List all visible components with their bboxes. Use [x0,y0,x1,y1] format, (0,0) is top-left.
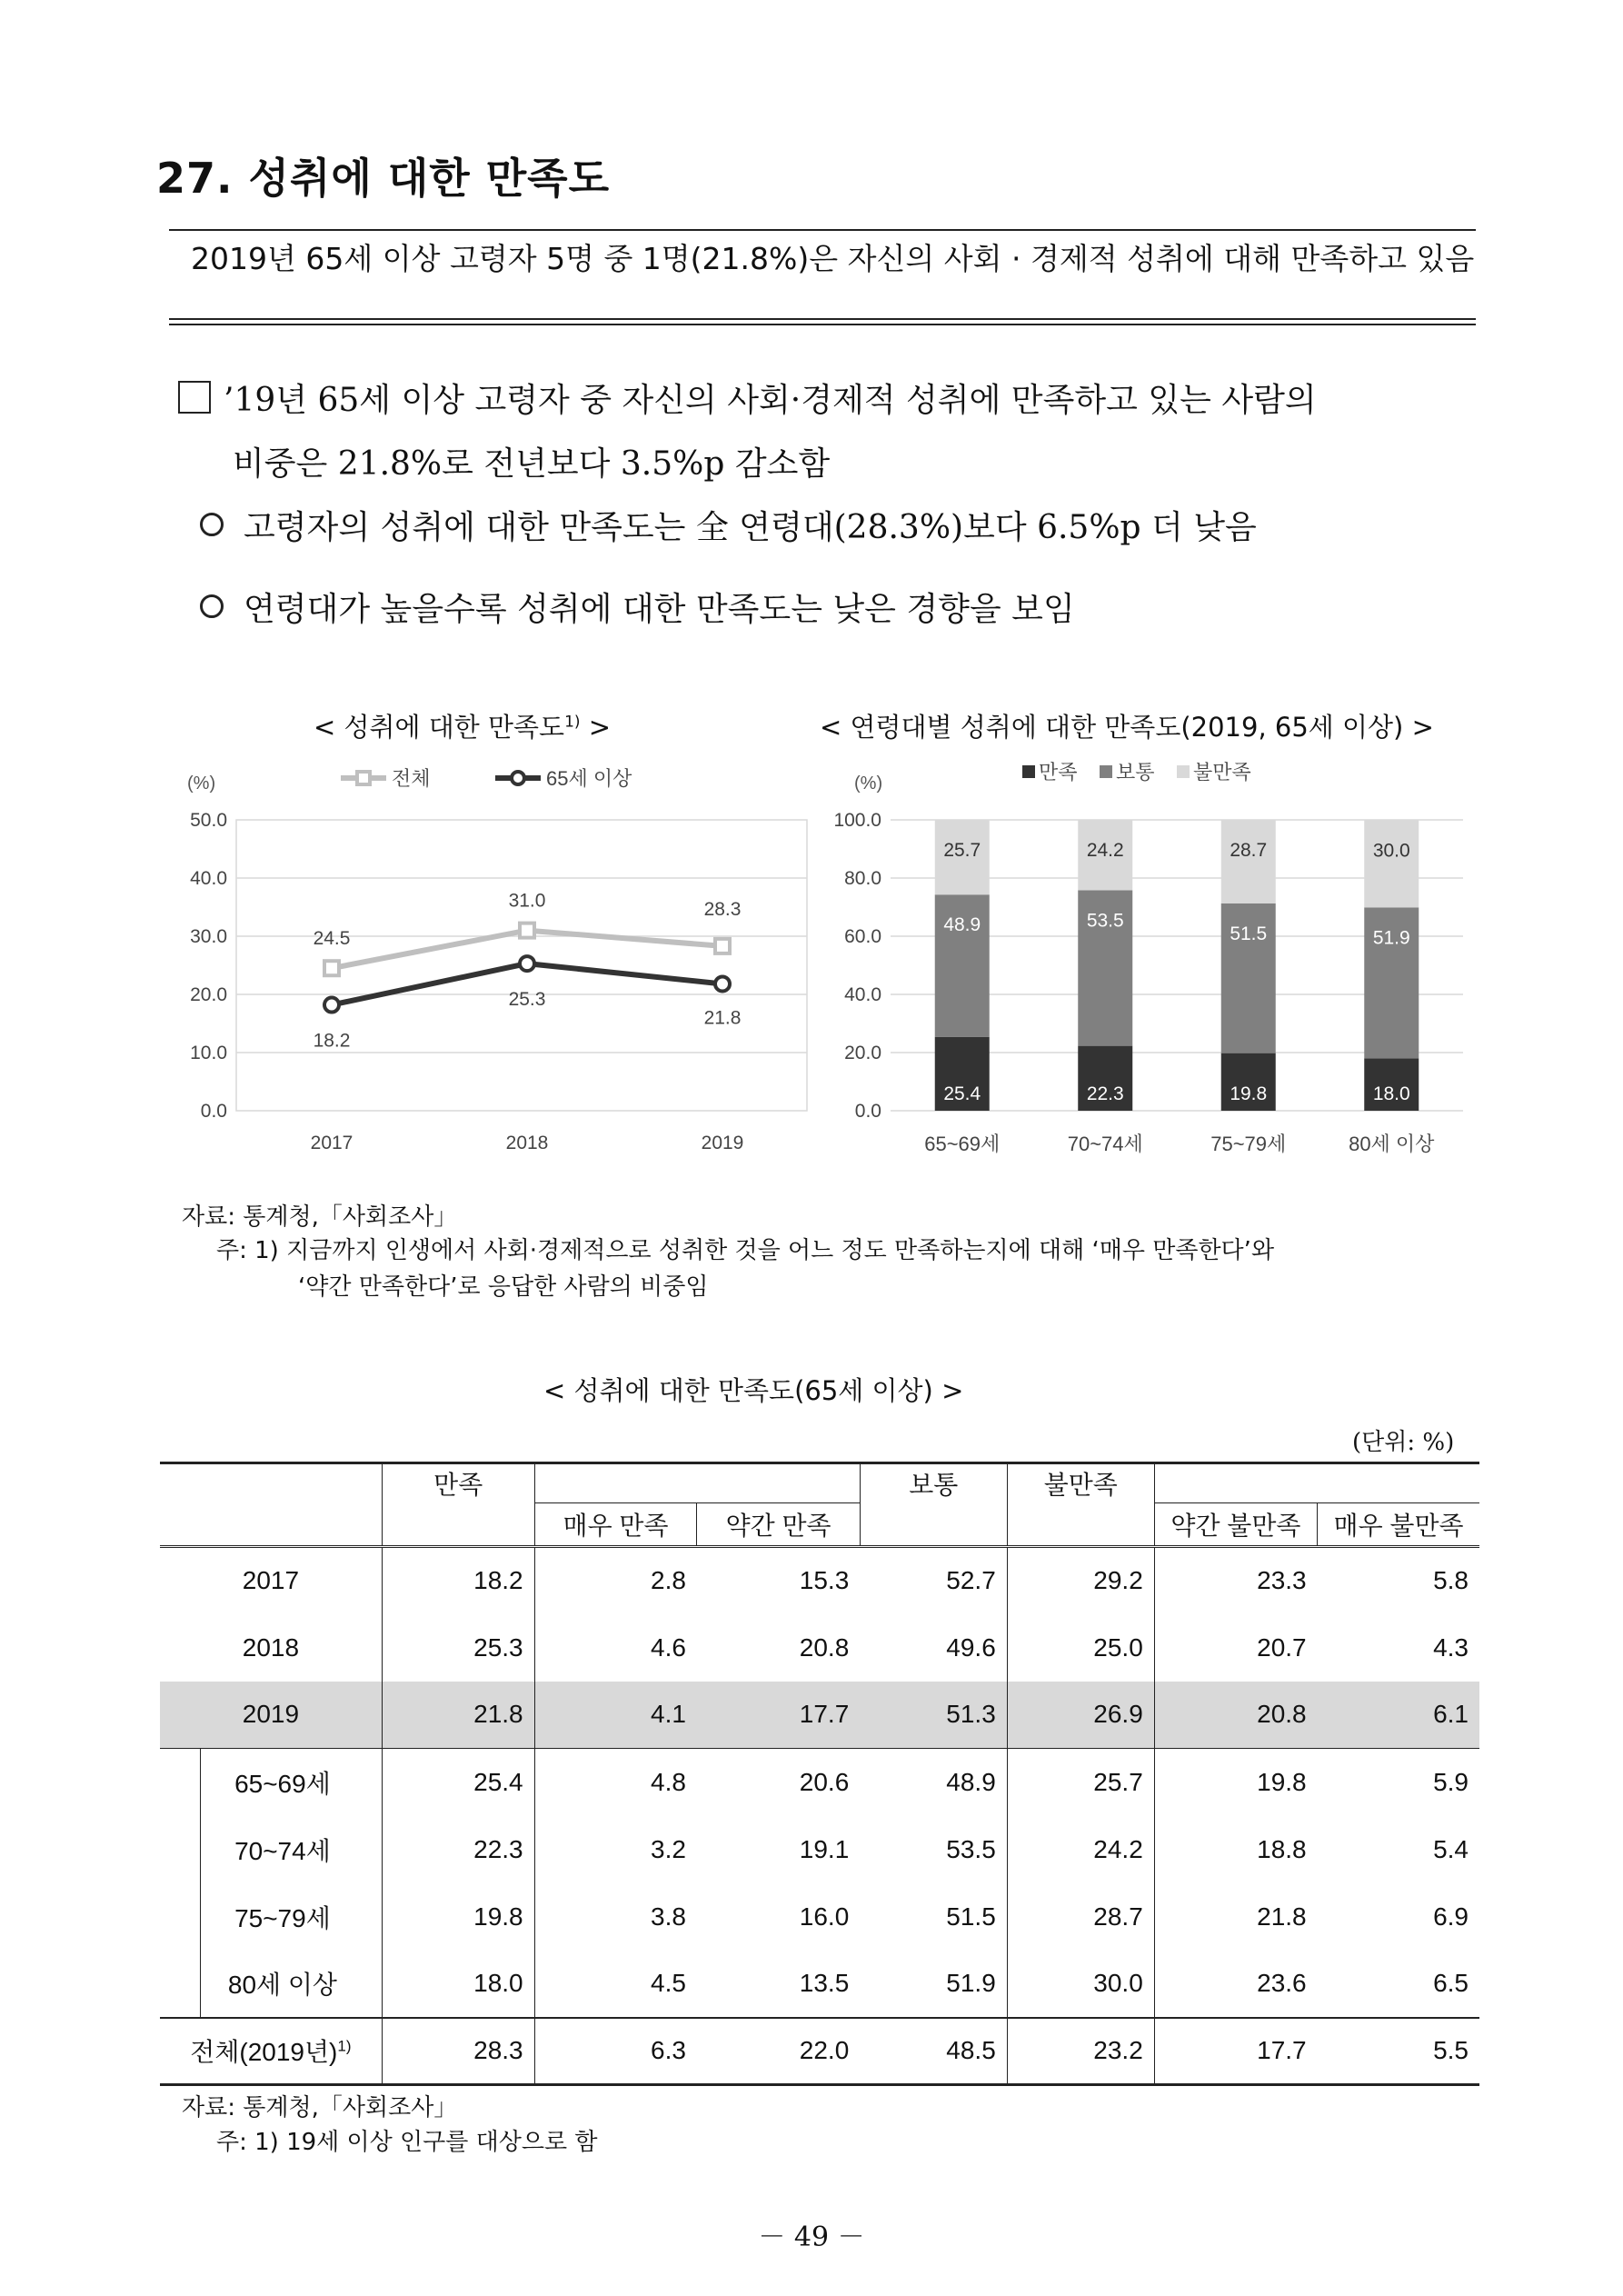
th-empty-1 [382,1503,534,1547]
summary-top-rule [169,229,1476,231]
section-title: 27. 성취에 대한 만족도 [156,154,611,203]
table-cell: 22.3 [382,1816,534,1883]
data-label: 24.5 [313,928,351,950]
table-cell: 19.8 [382,1883,534,1951]
table-cell: 3.8 [651,1902,686,1931]
legend-label: 만족 [1039,761,1078,784]
table-cell: 21.8 [382,1682,534,1749]
legend-label: 불만족 [1193,761,1251,784]
table-unit: (단위: %) [1352,1429,1455,1456]
checkbox-square-icon [178,381,211,414]
table-cell: 19.1 [799,1834,850,1863]
x-tick-label: 2018 [505,1133,549,1153]
table-cell: 6.3 [534,2018,697,2085]
table-cell: 25.0 [1007,1614,1154,1682]
table-row [160,1816,1479,1883]
data-point-square [324,961,339,975]
legend-swatch [1177,765,1190,778]
table-cell: 18.8 [1257,1834,1307,1863]
x-tick-label: 2019 [701,1133,744,1153]
table-cell: 28.7 [1007,1883,1154,1951]
table-cell: 26.9 [1007,1682,1154,1749]
th-dissatisfied: 불만족 [1007,1463,1154,1503]
data-label: 22.3 [1086,1083,1124,1104]
table-row [160,1682,1479,1749]
chart-note-line2: ‘약간 만족한다’로 응답한 사람의 비중임 [298,1273,709,1301]
table-cell: 51.9 [860,1951,1007,2018]
th-somewhat-satisfied: 약간 만족 [697,1503,860,1547]
legend-swatch [1100,765,1112,778]
y-tick-label: 0.0 [854,1101,881,1122]
y-tick-label: 50.0 [190,810,227,831]
th-satisfied-group [534,1463,860,1503]
y-tick-label: 10.0 [190,1043,227,1063]
total-row-label: 전체(2019년)$^{1)}$ [160,2018,382,2085]
data-label: 25.7 [943,840,981,861]
table-cell: 23.3 [1257,1566,1307,1595]
y-tick-label: 30.0 [190,926,227,947]
table-cell: 52.7 [860,1547,1007,1614]
main-bullet [178,369,1487,496]
table-cell: 6.1 [1318,1682,1479,1749]
sub-bullet-2 [200,584,1075,630]
th-normal: 보통 [860,1463,1007,1503]
data-label: 53.5 [1086,910,1124,932]
table-source: 자료: 통계청,「사회조사」 [182,2094,458,2121]
table-cell: 6.5 [1433,1969,1469,1997]
table-cell: 51.3 [860,1682,1007,1749]
legend-circle-marker [512,772,524,784]
data-label: 31.0 [508,890,546,912]
page-number: － 49 － [758,2221,865,2253]
table-cell: 23.6 [1257,1969,1307,1997]
table-title: < 성취에 대한 만족도(65세 이상) > [543,1375,964,1406]
table-cell: 20.8 [1154,1682,1317,1749]
row-label: 2017 [160,1547,382,1614]
data-label: 51.9 [1372,927,1410,949]
y-tick-label: 20.0 [190,984,227,1005]
table-row [160,1883,1479,1951]
y-unit-label: (%) [854,774,883,794]
table-row [160,1749,1479,1816]
data-point-square [520,923,534,938]
th-empty-2 [860,1503,1007,1547]
table-cell: 20.7 [1257,1632,1307,1662]
legend-label: 보통 [1116,761,1155,784]
th-satisfied: 만족 [382,1463,534,1503]
table-cell: 53.5 [860,1816,1007,1883]
data-label: 28.3 [703,898,742,920]
sub-bullet-1 [200,502,1257,548]
table-cell: 17.7 [1154,2018,1317,2085]
main-bullet-line2: 비중은 21.8%로 전년보다 3.5%p 감소함 [233,445,831,483]
data-point-circle [520,956,534,971]
table-cell: 4.3 [1433,1632,1469,1662]
table-cell: 5.4 [1433,1834,1469,1863]
row-label: 65~69세 [160,1749,382,1816]
chart-note-line1: 주: 1) 지금까지 인생에서 사회·경제적으로 성취한 것을 어느 정도 만족하는지에 대해 ‘매우 만족한다’와 [216,1237,1275,1264]
circle-bullet-icon [200,594,224,618]
row-label: 2019 [160,1682,382,1749]
table-cell: 18.2 [382,1547,534,1614]
table-cell: 18.0 [382,1951,534,2018]
th-very-satisfied: 매우 만족 [534,1503,697,1547]
y-tick-label: 0.0 [200,1101,227,1122]
data-point-circle [324,998,339,1013]
main-bullet-line1: ’19년 65세 이상 고령자 중 자신의 사회·경제적 성취에 만족하고 있는 사람의 [224,382,1317,419]
data-label: 28.7 [1230,840,1268,861]
data-label: 25.4 [943,1083,981,1104]
legend-square-marker [357,772,370,784]
data-point-square [715,939,730,953]
table-cell: 23.2 [1007,2018,1154,2085]
table-cell: 28.3 [382,2018,534,2085]
data-label: 21.8 [703,1007,742,1029]
sub-bullet-2-text: 연령대가 높을수록 성취에 대한 만족도는 낮은 경향을 보임 [244,591,1075,628]
y-tick-label: 100.0 [833,810,881,831]
table-cell: 20.6 [799,1767,850,1796]
y-tick-label: 20.0 [844,1043,881,1063]
table-cell: 22.0 [697,2018,860,2085]
table-cell: 17.7 [697,1682,860,1749]
y-tick-label: 60.0 [844,926,881,947]
row-label: 2018 [160,1614,382,1682]
table-corner-cell [160,1463,382,1547]
table-cell: 4.1 [534,1682,697,1749]
table-note: 주: 1) 19세 이상 인구를 대상으로 함 [216,2129,598,2156]
chart-source: 자료: 통계청,「사회조사」 [182,1203,458,1231]
table-cell: 5.5 [1318,2018,1479,2085]
table-cell: 20.8 [799,1632,850,1662]
y-tick-label: 80.0 [844,868,881,889]
table-cell: 51.5 [860,1883,1007,1951]
table-cell: 4.8 [651,1767,686,1796]
data-label: 51.5 [1230,923,1268,944]
bar-segment [1364,820,1419,907]
th-dissatisfied-group [1154,1463,1479,1503]
legend-label: 전체 [392,767,431,790]
y-unit-label: (%) [187,774,216,794]
table-cell: 49.6 [860,1614,1007,1682]
data-label: 18.0 [1372,1083,1410,1104]
table-cell: 25.7 [1007,1749,1154,1816]
stacked-bar-chart [818,754,1481,1191]
data-label: 24.2 [1086,840,1124,861]
table-row [160,1614,1479,1682]
table-total-row [160,2018,1479,2085]
legend-swatch [1022,765,1035,778]
x-tick-label: 80세 이상 [1349,1133,1435,1155]
table-cell: 24.2 [1007,1816,1154,1883]
data-label: 19.8 [1230,1083,1268,1104]
summary-bottom-rule-2 [169,324,1476,325]
row-label: 70~74세 [160,1816,382,1883]
table-cell: 25.4 [382,1749,534,1816]
table-row [160,1547,1479,1614]
table-header-row-1 [160,1463,1479,1503]
legend-label: 65세 이상 [546,767,632,790]
row-label: 80세 이상 [160,1951,382,2018]
y-tick-label: 40.0 [190,868,227,889]
table-cell: 21.8 [1257,1902,1307,1931]
data-label: 25.3 [508,989,546,1011]
satisfaction-table [160,1462,1479,2086]
row-label: 75~79세 [160,1883,382,1951]
table-cell: 15.3 [799,1566,850,1595]
table-cell: 6.9 [1433,1902,1469,1931]
table-cell: 5.9 [1433,1767,1469,1796]
table-cell: 19.8 [1257,1767,1307,1796]
th-somewhat-dissatisfied: 약간 불만족 [1154,1503,1317,1547]
x-tick-label: 75~79세 [1210,1133,1287,1155]
table-cell: 48.9 [860,1749,1007,1816]
table-cell: 48.5 [860,2018,1007,2085]
data-label: 18.2 [313,1030,351,1052]
table-cell: 13.5 [799,1969,850,1997]
chart1-title: < 성취에 대한 만족도$^{1)}$ > [314,712,612,743]
data-label: 48.9 [943,914,981,936]
data-point-circle [715,976,730,991]
table-cell: 3.2 [651,1834,686,1863]
line-chart [164,754,818,1191]
x-tick-label: 70~74세 [1067,1133,1143,1155]
table-cell: 5.8 [1433,1566,1469,1595]
chart2-title: < 연령대별 성취에 대한 만족도(2019, 65세 이상) > [820,712,1434,743]
x-tick-label: 2017 [310,1133,353,1153]
th-very-dissatisfied: 매우 불만족 [1318,1503,1479,1547]
table-cell: 25.3 [382,1614,534,1682]
y-tick-label: 40.0 [844,984,881,1005]
table-row [160,1951,1479,2018]
data-label: 30.0 [1372,840,1410,862]
table-cell: 16.0 [799,1902,850,1931]
chart-note [216,1233,1274,1305]
circle-bullet-icon [200,513,224,536]
summary-bottom-rule [169,318,1476,320]
bar-segment [1221,820,1276,903]
x-tick-label: 65~69세 [924,1133,1001,1155]
th-empty-3 [1007,1503,1154,1547]
table-cell: 4.6 [651,1632,686,1662]
table-cell: 29.2 [1007,1547,1154,1614]
summary-text: 2019년 65세 이상 고령자 5명 중 1명(21.8%)은 자신의 사회 · 경제적 성취에 대해 만족하고 있음 [191,241,1475,276]
sub-bullet-1-text: 고령자의 성취에 대한 만족도는 全 연령대(28.3%)보다 6.5%p 더 낮음 [244,509,1257,546]
table-cell: 4.5 [651,1969,686,1997]
table-cell: 2.8 [651,1566,686,1595]
table-cell: 30.0 [1007,1951,1154,2018]
